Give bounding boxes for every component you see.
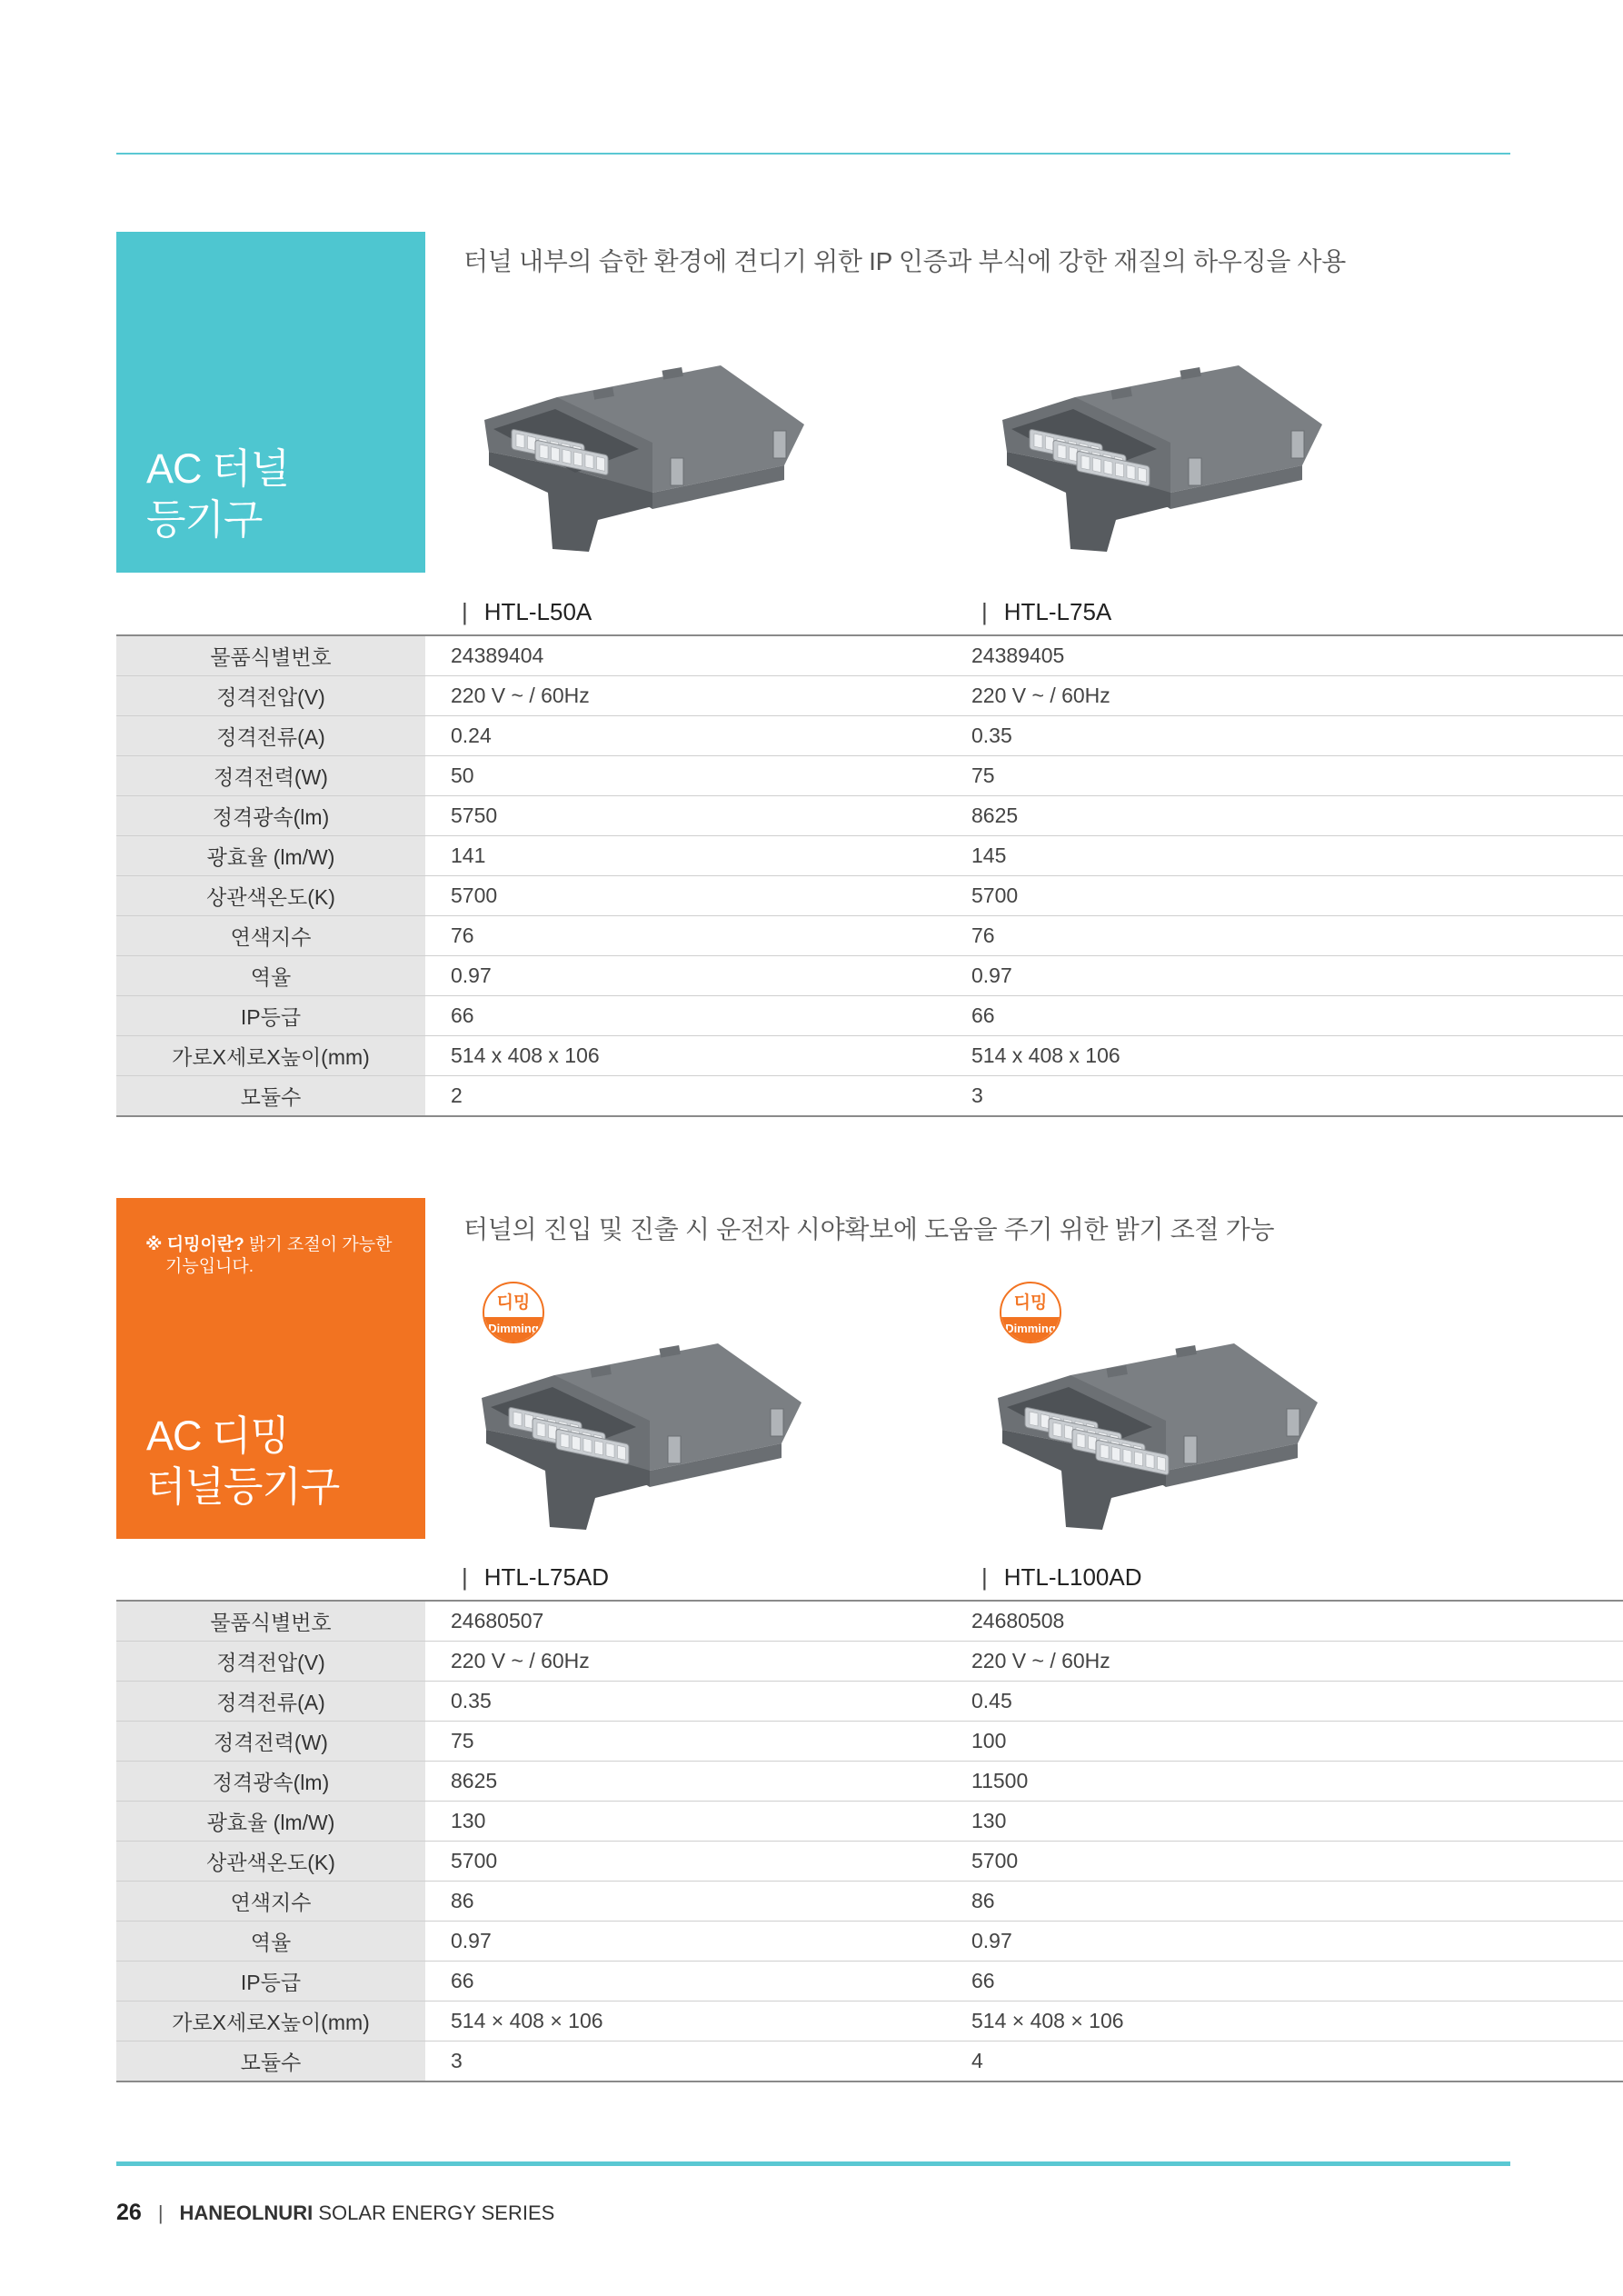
spec-value: 76 — [425, 916, 971, 956]
spec-table-section1 — [116, 634, 1623, 1117]
spec-value: 76 — [971, 916, 1623, 956]
spec-value: 5700 — [425, 876, 971, 916]
spec-value: 4 — [971, 2041, 1623, 2082]
table-row — [116, 1962, 1623, 2002]
spec-value: 145 — [971, 836, 1623, 876]
table-row — [116, 635, 1623, 676]
model-name: | HTL-L100AD — [981, 1563, 1142, 1591]
table-row — [116, 996, 1623, 1036]
table-row — [116, 1601, 1623, 1642]
product-image-htl-l100ad — [998, 1334, 1325, 1534]
spec-label: 정격광속(lm) — [116, 796, 425, 836]
spec-value: 2 — [425, 1076, 971, 1117]
spec-value: 8625 — [971, 796, 1623, 836]
footer: 26 | HANEOLNURI SOLAR ENERGY SERIES — [116, 2200, 555, 2225]
brand-name: HANEOLNURI — [179, 2201, 314, 2224]
product-image-htl-l50a — [484, 356, 812, 556]
spec-label: 정격전류(A) — [116, 716, 425, 756]
spec-value: 66 — [425, 996, 971, 1036]
spec-label: 정격전류(A) — [116, 1682, 425, 1722]
dimming-badge: 디밍 Dimming — [483, 1282, 544, 1343]
spec-label: 물품식별번호 — [116, 635, 425, 676]
spec-value: 66 — [971, 1962, 1623, 2002]
spec-value: 220 V ~ / 60Hz — [971, 676, 1623, 716]
spec-label: 모듈수 — [116, 1076, 425, 1117]
spec-value: 514 x 408 x 106 — [425, 1036, 971, 1076]
spec-value: 11500 — [971, 1762, 1623, 1802]
spec-value: 86 — [425, 1882, 971, 1922]
table-row — [116, 1882, 1623, 1922]
spec-value: 0.97 — [425, 1922, 971, 1962]
table-row — [116, 1722, 1623, 1762]
model-name: | HTL-L75A — [981, 598, 1112, 625]
spec-value: 141 — [425, 836, 971, 876]
spec-value: 66 — [425, 1962, 971, 2002]
spec-label: 정격전력(W) — [116, 756, 425, 796]
spec-value: 0.97 — [971, 956, 1623, 996]
spec-label: IP등급 — [116, 996, 425, 1036]
spec-value: 5700 — [425, 1842, 971, 1882]
table-row — [116, 1762, 1623, 1802]
spec-value: 130 — [971, 1802, 1623, 1842]
section2-title: AC 디밍 터널등기구 — [146, 1413, 340, 1510]
spec-label: 상관색온도(K) — [116, 1842, 425, 1882]
spec-value: 24680508 — [971, 1601, 1623, 1642]
spec-label: 광효율 (lm/W) — [116, 836, 425, 876]
model-name: | HTL-L50A — [462, 598, 592, 625]
spec-value: 0.24 — [425, 716, 971, 756]
table-row — [116, 836, 1623, 876]
spec-value: 514 × 408 × 106 — [425, 2002, 971, 2041]
table-row — [116, 1842, 1623, 1882]
product-image-htl-l75ad — [482, 1334, 809, 1534]
table-row — [116, 1802, 1623, 1842]
spec-table-section2 — [116, 1600, 1623, 2082]
dimming-note: ※ 디밍이란? 밝기 조절이 가능한 기능입니다. — [145, 1235, 393, 1276]
bottom-rule — [116, 2161, 1510, 2166]
table-row — [116, 716, 1623, 756]
table-row — [116, 1036, 1623, 1076]
table-row — [116, 1922, 1623, 1962]
spec-label: 정격전압(V) — [116, 1642, 425, 1682]
spec-label: 모듈수 — [116, 2041, 425, 2082]
spec-value: 220 V ~ / 60Hz — [971, 1642, 1623, 1682]
spec-label: 가로X세로X높이(mm) — [116, 2002, 425, 2041]
table-row — [116, 876, 1623, 916]
section1-title-box — [116, 232, 425, 573]
table-row — [116, 756, 1623, 796]
spec-value: 0.45 — [971, 1682, 1623, 1722]
spec-value: 130 — [425, 1802, 971, 1842]
spec-value: 220 V ~ / 60Hz — [425, 1642, 971, 1682]
table-row — [116, 1682, 1623, 1722]
spec-value: 220 V ~ / 60Hz — [425, 676, 971, 716]
spec-value: 75 — [971, 756, 1623, 796]
spec-value: 514 × 408 × 106 — [971, 2002, 1623, 2041]
spec-value: 24389404 — [425, 635, 971, 676]
spec-value: 86 — [971, 1882, 1623, 1922]
table-row — [116, 956, 1623, 996]
spec-value: 75 — [425, 1722, 971, 1762]
section1-description: 터널 내부의 습한 환경에 견디기 위한 IP 인증과 부식에 강한 재질의 하우징을 사용 — [463, 247, 1347, 275]
spec-value: 0.35 — [425, 1682, 971, 1722]
spec-value: 3 — [425, 2041, 971, 2082]
spec-label: IP등급 — [116, 1962, 425, 2002]
page-number: 26 — [116, 2200, 142, 2225]
table-row — [116, 2041, 1623, 2082]
spec-value: 50 — [425, 756, 971, 796]
spec-value: 24389405 — [971, 635, 1623, 676]
spec-value: 0.97 — [971, 1922, 1623, 1962]
spec-value: 5700 — [971, 876, 1623, 916]
spec-label: 가로X세로X높이(mm) — [116, 1036, 425, 1076]
spec-label: 광효율 (lm/W) — [116, 1802, 425, 1842]
table-row — [116, 2002, 1623, 2041]
spec-value: 3 — [971, 1076, 1623, 1117]
spec-value: 24680507 — [425, 1601, 971, 1642]
spec-value: 0.97 — [425, 956, 971, 996]
top-rule — [116, 153, 1510, 155]
table-row — [116, 1076, 1623, 1117]
section2-description: 터널의 진입 및 진출 시 운전자 시야확보에 도움을 주기 위한 밝기 조절 가능 — [463, 1215, 1275, 1243]
spec-label: 연색지수 — [116, 916, 425, 956]
spec-value: 66 — [971, 996, 1623, 1036]
table-row — [116, 916, 1623, 956]
spec-label: 상관색온도(K) — [116, 876, 425, 916]
spec-value: 0.35 — [971, 716, 1623, 756]
spec-value: 5750 — [425, 796, 971, 836]
spec-label: 정격광속(lm) — [116, 1762, 425, 1802]
table-row — [116, 676, 1623, 716]
table-row — [116, 796, 1623, 836]
spec-label: 연색지수 — [116, 1882, 425, 1922]
spec-value: 514 x 408 x 106 — [971, 1036, 1623, 1076]
spec-value: 8625 — [425, 1762, 971, 1802]
spec-label: 물품식별번호 — [116, 1601, 425, 1642]
section2-title-box — [116, 1198, 425, 1539]
dimming-badge: 디밍 Dimming — [1000, 1282, 1061, 1343]
table-row — [116, 1642, 1623, 1682]
spec-label: 역율 — [116, 956, 425, 996]
section1-title: AC 터널 등기구 — [146, 445, 289, 543]
spec-value: 100 — [971, 1722, 1623, 1762]
spec-value: 5700 — [971, 1842, 1623, 1882]
product-image-htl-l75a — [1002, 356, 1329, 556]
spec-label: 역율 — [116, 1922, 425, 1962]
model-name: | HTL-L75AD — [462, 1563, 610, 1591]
spec-label: 정격전압(V) — [116, 676, 425, 716]
spec-label: 정격전력(W) — [116, 1722, 425, 1762]
